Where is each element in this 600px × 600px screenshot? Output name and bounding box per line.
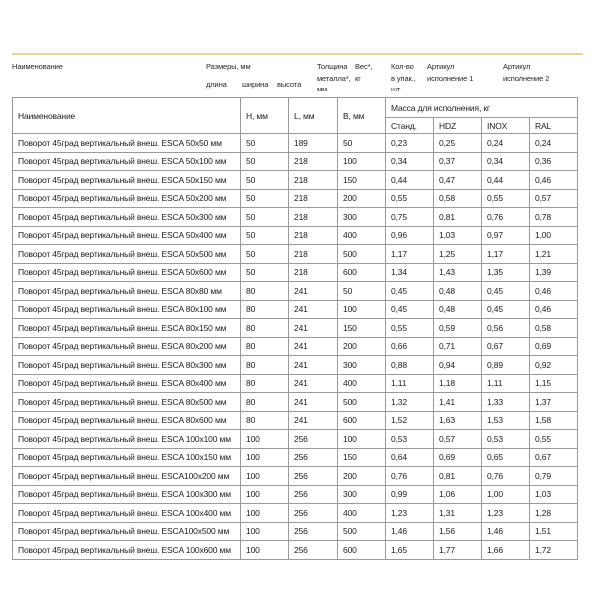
cell-l: 256 [289,467,338,486]
cell-mass-inox: 0,45 [482,282,530,301]
cell-product-name: Поворот 45град вертикальный внеш. ESCA 50x150 мм [13,171,241,190]
cell-mass-inox: 1,00 [482,485,530,504]
cell-mass-inox: 0,34 [482,152,530,171]
cell-mass-ral: 1,03 [530,485,578,504]
thickness-line-3: мм [317,85,328,91]
cell-mass-ral: 1,15 [530,374,578,393]
cell-product-name: Поворот 45град вертикальный внеш. ESCA100x200 мм [13,467,241,486]
cell-product-name: Поворот 45град вертикальный внеш. ESCA 80x400 мм [13,374,241,393]
table-row [13,134,578,153]
table-row [13,467,578,486]
cell-mass-inox: 0,76 [482,208,530,227]
cell-mass-ral: 0,67 [530,448,578,467]
cell-b: 100 [338,300,386,319]
cell-b: 50 [338,134,386,153]
table-body [13,134,578,560]
cell-mass-hdz: 0,47 [434,171,482,190]
cell-b: 400 [338,374,386,393]
cell-l: 241 [289,282,338,301]
article1-line-2: исполнение 1 [427,73,474,83]
cell-mass-ral: 0,24 [530,134,578,153]
cell-l: 241 [289,337,338,356]
cell-product-name: Поворот 45град вертикальный внеш. ESCA 80x300 мм [13,356,241,375]
cell-l: 256 [289,504,338,523]
cell-l: 241 [289,374,338,393]
cell-h: 80 [241,411,289,430]
table-row [13,319,578,338]
cell-mass-inox: 0,44 [482,171,530,190]
table-header-std: Станд. [386,118,434,134]
cell-product-name: Поворот 45град вертикальный внеш. ESCA 80x600 мм [13,411,241,430]
cell-mass-std: 0,55 [386,189,434,208]
cell-product-name: Поворот 45град вертикальный внеш. ESCA 50x200 мм [13,189,241,208]
cell-product-name: Поворот 45град вертикальный внеш. ESCA 80x500 мм [13,393,241,412]
cell-mass-hdz: 0,81 [434,208,482,227]
table-header-ral: RAL [530,118,578,134]
cell-h: 50 [241,152,289,171]
cell-mass-std: 0,96 [386,226,434,245]
cell-mass-ral: 1,37 [530,393,578,412]
table-header-l: L, мм [289,98,338,134]
cell-mass-std: 1,11 [386,374,434,393]
top-header [0,58,600,91]
cell-b: 100 [338,152,386,171]
cell-h: 50 [241,263,289,282]
cell-mass-ral: 0,46 [530,282,578,301]
table-header-inox: INOX [482,118,530,134]
column-label-weight [355,61,372,84]
cell-b: 400 [338,226,386,245]
cell-mass-ral: 1,39 [530,263,578,282]
cell-h: 100 [241,504,289,523]
qty-line-1: Кол-во [391,62,414,71]
cell-mass-ral: 1,51 [530,522,578,541]
cell-b: 600 [338,541,386,560]
cell-mass-std: 0,66 [386,337,434,356]
cell-h: 100 [241,467,289,486]
table-row [13,522,578,541]
cell-mass-ral: 1,00 [530,226,578,245]
cell-mass-inox: 0,67 [482,337,530,356]
table-row [13,430,578,449]
cell-h: 100 [241,522,289,541]
cell-product-name: Поворот 45град вертикальный внеш. ESCA 80x100 мм [13,300,241,319]
cell-mass-inox: 1,17 [482,245,530,264]
cell-b: 200 [338,467,386,486]
cell-b: 200 [338,189,386,208]
cell-h: 80 [241,319,289,338]
cell-b: 150 [338,319,386,338]
table-row [13,189,578,208]
cell-product-name: Поворот 45град вертикальный внеш. ESCA 100x400 мм [13,504,241,523]
cell-b: 500 [338,393,386,412]
table-row [13,208,578,227]
cell-mass-hdz: 1,77 [434,541,482,560]
cell-product-name: Поворот 45град вертикальный внеш. ESCA 50x500 мм [13,245,241,264]
cell-mass-std: 1,52 [386,411,434,430]
cell-mass-hdz: 1,43 [434,263,482,282]
qty-line-2: в упак., [391,73,416,83]
column-label-name: Наименование [12,62,63,71]
cell-product-name: Поворот 45град вертикальный внеш. ESCA100x500 мм [13,522,241,541]
cell-mass-hdz: 0,37 [434,152,482,171]
cell-mass-inox: 0,65 [482,448,530,467]
cell-mass-ral: 0,46 [530,171,578,190]
column-label-article-2 [503,61,549,84]
cell-b: 300 [338,208,386,227]
column-label-width: ширина [242,80,269,89]
cell-mass-inox: 1,66 [482,541,530,560]
cell-mass-ral: 1,28 [530,504,578,523]
cell-mass-ral: 1,21 [530,245,578,264]
cell-mass-ral: 0,58 [530,319,578,338]
cell-mass-ral: 1,58 [530,411,578,430]
cell-l: 256 [289,430,338,449]
column-label-thickness [317,61,351,91]
cell-mass-std: 0,75 [386,208,434,227]
cell-b: 150 [338,171,386,190]
cell-mass-hdz: 1,31 [434,504,482,523]
cell-mass-std: 0,34 [386,152,434,171]
cell-mass-std: 1,17 [386,245,434,264]
cell-mass-hdz: 1,18 [434,374,482,393]
cell-mass-inox: 0,53 [482,430,530,449]
cell-h: 50 [241,171,289,190]
cell-b: 500 [338,522,386,541]
cell-product-name: Поворот 45град вертикальный внеш. ESCA 100x150 мм [13,448,241,467]
cell-h: 50 [241,226,289,245]
cell-mass-std: 0,64 [386,448,434,467]
column-label-article-1 [427,61,473,84]
cell-product-name: Поворот 45град вертикальный внеш. ESCA 50x100 мм [13,152,241,171]
cell-mass-inox: 0,97 [482,226,530,245]
cell-l: 256 [289,448,338,467]
cell-b: 500 [338,245,386,264]
cell-mass-hdz: 0,71 [434,337,482,356]
cell-mass-ral: 0,79 [530,467,578,486]
cell-mass-inox: 1,46 [482,522,530,541]
cell-mass-inox: 0,45 [482,300,530,319]
cell-l: 218 [289,189,338,208]
cell-mass-std: 1,46 [386,522,434,541]
cell-mass-hdz: 1,06 [434,485,482,504]
table-header-hdz: HDZ [434,118,482,134]
cell-h: 80 [241,282,289,301]
cell-l: 218 [289,245,338,264]
cell-l: 189 [289,134,338,153]
cell-mass-std: 0,88 [386,356,434,375]
column-label-qty-per-pack [391,61,416,91]
cell-mass-ral: 0,92 [530,356,578,375]
cell-h: 80 [241,374,289,393]
cell-h: 50 [241,134,289,153]
cell-product-name: Поворот 45град вертикальный внеш. ESCA 50x400 мм [13,226,241,245]
cell-mass-hdz: 1,56 [434,522,482,541]
cell-mass-ral: 0,57 [530,189,578,208]
cell-mass-std: 1,65 [386,541,434,560]
article1-line-1: Артикул [427,62,455,71]
cell-h: 100 [241,448,289,467]
cell-l: 256 [289,522,338,541]
table-row [13,393,578,412]
qty-line-3: шт [391,85,401,91]
table-row [13,245,578,264]
article2-line-1: Артикул [503,62,531,71]
table-header-h: Н, мм [241,98,289,134]
table-row [13,226,578,245]
thickness-line-1: Толщина [317,62,348,71]
cell-l: 241 [289,411,338,430]
cell-mass-inox: 0,24 [482,134,530,153]
cell-mass-hdz: 0,59 [434,319,482,338]
cell-h: 80 [241,356,289,375]
cell-b: 300 [338,485,386,504]
cell-b: 300 [338,356,386,375]
cell-h: 50 [241,189,289,208]
cell-mass-std: 0,53 [386,430,434,449]
cell-product-name: Поворот 45град вертикальный внеш. ESCA 100x600 мм [13,541,241,560]
column-label-height: высота [277,80,302,89]
cell-mass-inox: 0,55 [482,189,530,208]
weight-line-1: Вес*, [355,62,373,71]
cell-mass-inox: 0,76 [482,467,530,486]
table-row [13,300,578,319]
cell-mass-std: 0,45 [386,282,434,301]
thickness-line-2: металла*, [317,73,351,83]
cell-l: 218 [289,226,338,245]
table-row [13,171,578,190]
table-row [13,356,578,375]
cell-h: 100 [241,430,289,449]
cell-mass-hdz: 0,48 [434,282,482,301]
cell-l: 241 [289,300,338,319]
cell-product-name: Поворот 45град вертикальный внеш. ESCA 50x50 мм [13,134,241,153]
cell-mass-inox: 1,23 [482,504,530,523]
cell-mass-std: 0,23 [386,134,434,153]
cell-l: 241 [289,393,338,412]
cell-mass-ral: 0,69 [530,337,578,356]
cell-mass-hdz: 0,57 [434,430,482,449]
cell-l: 218 [289,208,338,227]
table-row [13,448,578,467]
cell-mass-std: 0,76 [386,467,434,486]
cell-b: 600 [338,263,386,282]
cell-h: 80 [241,300,289,319]
cell-h: 80 [241,393,289,412]
cell-h: 50 [241,208,289,227]
weight-line-2: кг [355,73,361,83]
cell-product-name: Поворот 45град вертикальный внеш. ESCA 100x300 мм [13,485,241,504]
cell-mass-hdz: 0,25 [434,134,482,153]
cell-product-name: Поворот 45град вертикальный внеш. ESCA 80x150 мм [13,319,241,338]
cell-mass-hdz: 0,58 [434,189,482,208]
cell-h: 100 [241,541,289,560]
cell-mass-hdz: 1,03 [434,226,482,245]
cell-mass-ral: 0,46 [530,300,578,319]
cell-mass-std: 0,55 [386,319,434,338]
cell-mass-hdz: 0,81 [434,467,482,486]
cell-mass-inox: 1,53 [482,411,530,430]
cell-mass-ral: 0,36 [530,152,578,171]
cell-mass-ral: 1,72 [530,541,578,560]
cell-mass-std: 1,32 [386,393,434,412]
cell-mass-std: 1,34 [386,263,434,282]
cell-h: 50 [241,245,289,264]
cell-mass-hdz: 1,25 [434,245,482,264]
cell-mass-inox: 1,35 [482,263,530,282]
cell-mass-std: 0,44 [386,171,434,190]
cell-product-name: Поворот 45град вертикальный внеш. ESCA 80x200 мм [13,337,241,356]
table-header-b: В, мм [338,98,386,134]
products-table [12,97,578,560]
cell-mass-hdz: 0,48 [434,300,482,319]
cell-product-name: Поворот 45град вертикальный внеш. ESCA 80x80 мм [13,282,241,301]
cell-product-name: Поворот 45град вертикальный внеш. ESCA 100x100 мм [13,430,241,449]
cell-mass-std: 0,45 [386,300,434,319]
table-row [13,282,578,301]
cell-mass-hdz: 1,41 [434,393,482,412]
cell-l: 256 [289,485,338,504]
cell-b: 100 [338,430,386,449]
table-row [13,374,578,393]
column-label-sizes-group: Размеры, мм [206,62,251,71]
cell-mass-hdz: 0,69 [434,448,482,467]
table-header-name: Наименование [13,98,241,134]
table-row [13,152,578,171]
cell-b: 400 [338,504,386,523]
accent-rule [12,53,583,55]
cell-b: 200 [338,337,386,356]
cell-mass-inox: 0,89 [482,356,530,375]
table-row [13,337,578,356]
cell-mass-inox: 0,56 [482,319,530,338]
table-row [13,541,578,560]
table-row [13,504,578,523]
table-row [13,485,578,504]
cell-l: 218 [289,171,338,190]
cell-l: 241 [289,356,338,375]
cell-h: 80 [241,337,289,356]
cell-mass-std: 1,23 [386,504,434,523]
cell-product-name: Поворот 45град вертикальный внеш. ESCA 50x600 мм [13,263,241,282]
cell-l: 218 [289,263,338,282]
cell-mass-hdz: 1,63 [434,411,482,430]
cell-l: 241 [289,319,338,338]
column-label-length: длина [206,80,227,89]
table-row [13,411,578,430]
table-row [13,263,578,282]
table-header-mass-group: Масса для исполнения, кг [386,98,578,118]
cell-b: 600 [338,411,386,430]
cell-product-name: Поворот 45град вертикальный внеш. ESCA 50x300 мм [13,208,241,227]
cell-mass-ral: 0,78 [530,208,578,227]
cell-h: 100 [241,485,289,504]
cell-l: 218 [289,152,338,171]
article2-line-2: исполнение 2 [503,73,550,83]
cell-b: 150 [338,448,386,467]
cell-mass-std: 0,99 [386,485,434,504]
cell-b: 50 [338,282,386,301]
cell-mass-ral: 0,55 [530,430,578,449]
cell-mass-inox: 1,33 [482,393,530,412]
cell-mass-hdz: 0,94 [434,356,482,375]
cell-mass-inox: 1,11 [482,374,530,393]
cell-l: 256 [289,541,338,560]
